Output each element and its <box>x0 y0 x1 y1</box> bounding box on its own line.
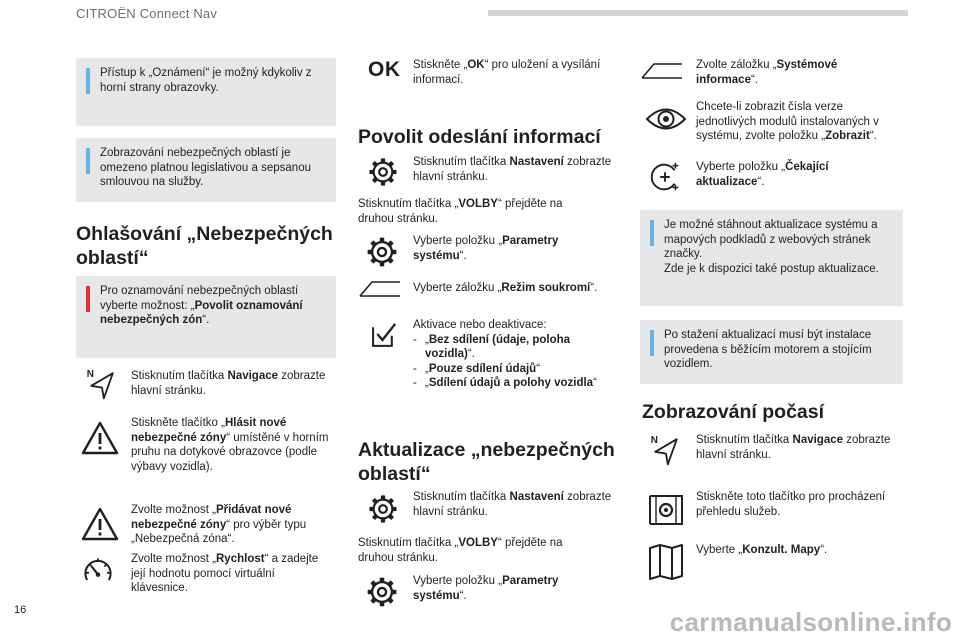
step-text: Vyberte záložku „Režim soukromí“. <box>413 282 598 294</box>
settings-gear-icon <box>364 574 400 610</box>
note-text: Přístup k „Oznámení“ je možný kdykoliv z horní strany obrazovky. <box>100 67 312 94</box>
info-note-download-updates <box>640 210 903 306</box>
step-text: Vyberte položku „Čekající aktualizace“. <box>696 161 829 188</box>
option-item: - „Sdílení údajů a polohy vozidla“ <box>413 377 597 389</box>
speedometer-icon <box>80 553 116 589</box>
step-text: Stiskněte toto tlačítko pro procházení přehledu služeb. <box>696 491 886 518</box>
step-text: Stisknutím tlačítka „VOLBY“ přejděte na druhou stránku. <box>358 198 563 225</box>
info-note-notifications <box>76 58 336 126</box>
settings-gear-icon <box>364 234 400 270</box>
section-heading-share-info: Povolit odeslání informací <box>358 126 601 148</box>
step-text: Stisknutím tlačítka Navigace zobrazte hlavní stránku. <box>131 370 326 397</box>
step-text: Stisknutím tlačítka Nastavení zobrazte hlavní stránku. <box>413 156 612 183</box>
settings-gear-icon <box>366 492 400 526</box>
section-heading-weather: Zobrazování počasí <box>642 401 825 423</box>
tab-icon <box>358 278 402 298</box>
section-heading-update-zones: Aktualizace „nebezpečných oblastí“ <box>358 439 615 485</box>
services-icon <box>644 490 688 530</box>
warning-triangle-icon <box>80 420 120 456</box>
note-text: Zobrazování nebezpečných oblastí je omezeno platnou legislativou a sepsanou smlouvou na služby. <box>100 147 311 188</box>
settings-gear-icon <box>366 155 400 189</box>
step-text: Stisknutím tlačítka „VOLBY“ přejděte na druhou stránku. <box>358 537 563 564</box>
step-text: Zvolte záložku „Systémové informace“. <box>696 59 838 86</box>
navigation-icon <box>84 366 120 402</box>
option-item: - „Pouze sdílení údajů“ <box>413 362 541 375</box>
tab-icon <box>640 60 684 80</box>
step-text: Stiskněte „OK“ pro uložení a vysílání informací. <box>413 59 601 86</box>
step-text: Zvolte možnost „Rychlost“ a zadejte její hodnotu pomocí virtuální klávesnice. <box>131 553 319 594</box>
map-icon <box>646 542 686 582</box>
section-heading-danger-zones: Ohlašování „Nebezpečných oblastí“ <box>76 223 333 269</box>
info-marker <box>86 148 90 174</box>
note-text: Po stažení aktualizací musí být instalace provedena s běžícím motorem a stojícím vozidlem. <box>664 329 872 370</box>
step-text: Chcete-li zobrazit čísla verze jednotlivých modulů instalovaných v systému, zvolte položku „Zobrazit“. <box>696 101 879 142</box>
note-text: Zde je k dispozici také postup aktualizace. <box>664 262 879 275</box>
step-options: Aktivace nebo deaktivace: - „Bez sdílení (údaje, poloha vozidla)“. - „Pouze sdílení údajů“ - „Sdílení údajů a polohy vozidla“ <box>413 318 623 391</box>
warning-triangle-icon <box>80 506 120 542</box>
info-marker <box>86 68 90 94</box>
update-icon <box>646 158 684 196</box>
option-item: - „Bez sdílení (údaje, poloha vozidla)“. <box>413 333 571 360</box>
eye-icon <box>644 104 688 134</box>
step-text: Vyberte položku „Parametry systému“. <box>413 575 559 602</box>
info-note-install-updates <box>640 320 903 384</box>
step-text: Zvolte možnost „Přidávat nové nebezpečné zóny“ pro výběr typu „Nebezpečná zóna“. <box>131 504 307 545</box>
warning-marker <box>86 286 90 312</box>
info-marker <box>650 330 654 356</box>
info-marker <box>650 220 654 246</box>
info-note-legislation <box>76 138 336 202</box>
step-text: Stisknutím tlačítka Navigace zobrazte hlavní stránku. <box>696 434 891 461</box>
step-text: Stisknutím tlačítka Nastavení zobrazte hlavní stránku. <box>413 491 612 518</box>
navigation-icon <box>648 432 684 468</box>
watermark: carmanualsonline.info <box>669 607 952 637</box>
note-text: Pro oznamování nebezpečných oblastí vyberte možnost: „Povolit oznamování nebezpečných zón“. <box>100 285 303 326</box>
note-text: Je možné stáhnout aktualizace systému a mapových podkladů z webových stránek značky. <box>664 219 878 260</box>
checkbox-icon <box>368 318 402 350</box>
ok-button-icon: OK <box>368 58 401 81</box>
step-text: Vyberte položku „Parametry systému“. <box>413 235 559 262</box>
step-text: Stiskněte tlačítko „Hlásit nové nebezpečné zóny“ umístěné v horním pruhu na dotykové obrazovce (podle výbavy vozidla). <box>131 417 329 473</box>
header-bar <box>488 10 908 16</box>
header-title: CITROËN Connect Nav <box>76 6 218 21</box>
warning-note <box>76 276 336 358</box>
step-text: Vyberte „Konzult. Mapy“. <box>696 544 828 556</box>
page-number: 16 <box>14 604 27 616</box>
